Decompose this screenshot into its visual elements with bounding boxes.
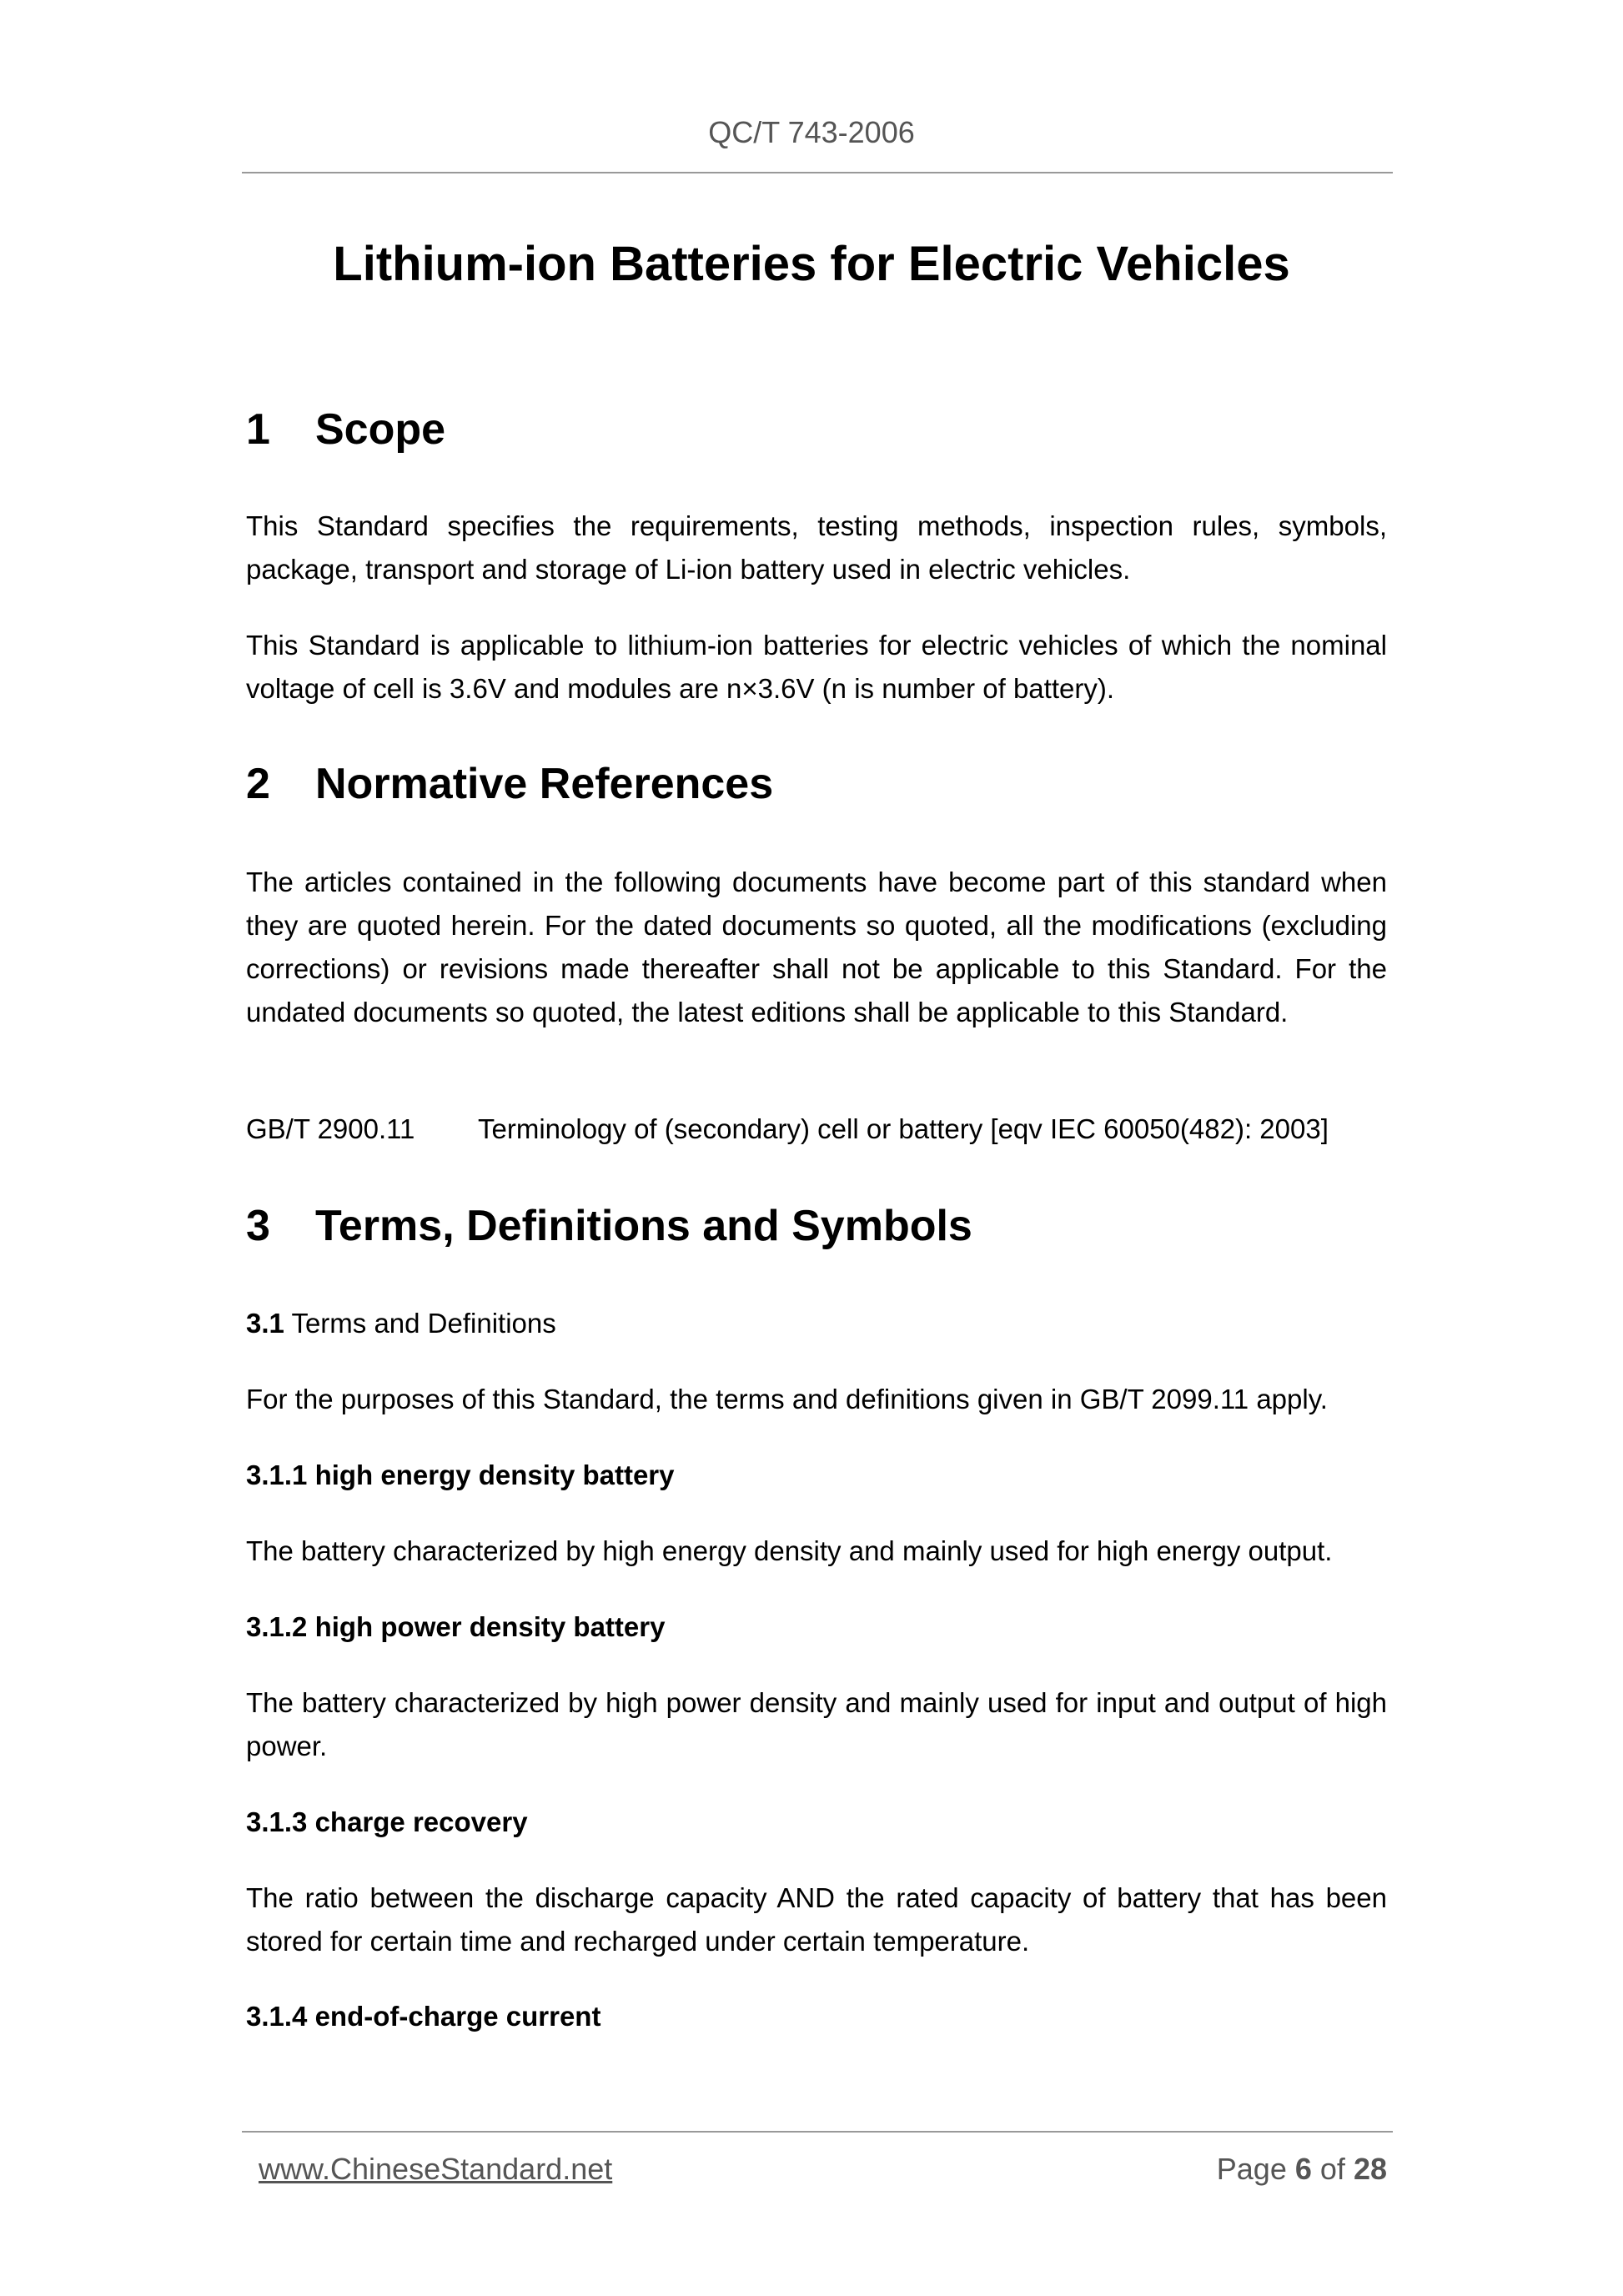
current-page: 6 [1294,2152,1312,2186]
section-heading-terms [246,1201,972,1251]
header-standard-code: QC/T 743-2006 [708,115,915,149]
header-divider [242,172,1393,173]
term-heading-charge-recovery: 3.1.3 charge recovery [246,1806,528,1837]
term-heading-end-of-charge: 3.1.4 end-of-charge current [246,2001,601,2032]
section-title: Scope [315,405,446,454]
section-heading-references [246,759,773,809]
section-number: 3 [246,1202,270,1250]
subsection-title: Terms and Definitions [291,1308,556,1339]
term-definition-high-power: The battery characterized by high power density and mainly used for input and output of high power. [246,1687,1387,1761]
scope-paragraph-2: This Standard is applicable to lithium-ion batteries for electric vehicles of which the nominal voltage of cell is 3.6V and modules are n×3.6V (n is number of battery). [246,630,1387,704]
section-title: Terms, Definitions and Symbols [315,1202,972,1250]
page-of-label: of [1319,2152,1345,2186]
term-definition-high-energy: The battery characterized by high energy density and mainly used for high energy output. [246,1535,1333,1566]
term-heading-high-power: 3.1.2 high power density battery [246,1611,666,1642]
reference-code: GB/T 2900.11 [246,1113,415,1144]
reference-entry [246,1108,1329,1151]
document-title: Lithium-ion Batteries for Electric Vehicles [333,237,1290,291]
subsection-heading [246,1302,556,1345]
section-number: 2 [246,760,270,808]
term-heading-high-energy: 3.1.1 high energy density battery [246,1459,675,1490]
references-paragraph: The articles contained in the following documents have become part of this standard when they are quoted herein. For the dated documents so quoted, all the modifications (excluding corrections) or revisions made thereafter shall not be applicable to this Standard. For the undated documents so quoted, the latest editions shall be applicable to this Standard. [246,867,1387,1027]
terms-intro-paragraph: For the purposes of this Standard, the terms and definitions given in GB/T 2099.11 apply. [246,1384,1328,1414]
subsection-number: 3.1 [246,1308,284,1339]
footer-divider [242,2131,1393,2133]
section-title: Normative References [315,760,774,808]
reference-title: Terminology of (secondary) cell or battery [eqv IEC 60050(482): 2003] [478,1113,1329,1144]
footer-page-number [1217,2152,1387,2187]
term-definition-charge-recovery: The ratio between the discharge capacity AND the rated capacity of battery that has been stored for certain time and recharged under certain temperature. [246,1882,1387,1957]
page-label: Page [1216,2152,1287,2186]
section-number: 1 [246,405,270,454]
scope-paragraph-1: This Standard specifies the requirements, testing methods, inspection rules, symbols, package, transport and storage of Li-ion battery used in electric vehicles. [246,510,1387,585]
section-heading-scope [246,404,445,455]
footer-website-link[interactable]: www.ChineseStandard.net [259,2152,613,2186]
total-pages: 28 [1353,2152,1387,2186]
